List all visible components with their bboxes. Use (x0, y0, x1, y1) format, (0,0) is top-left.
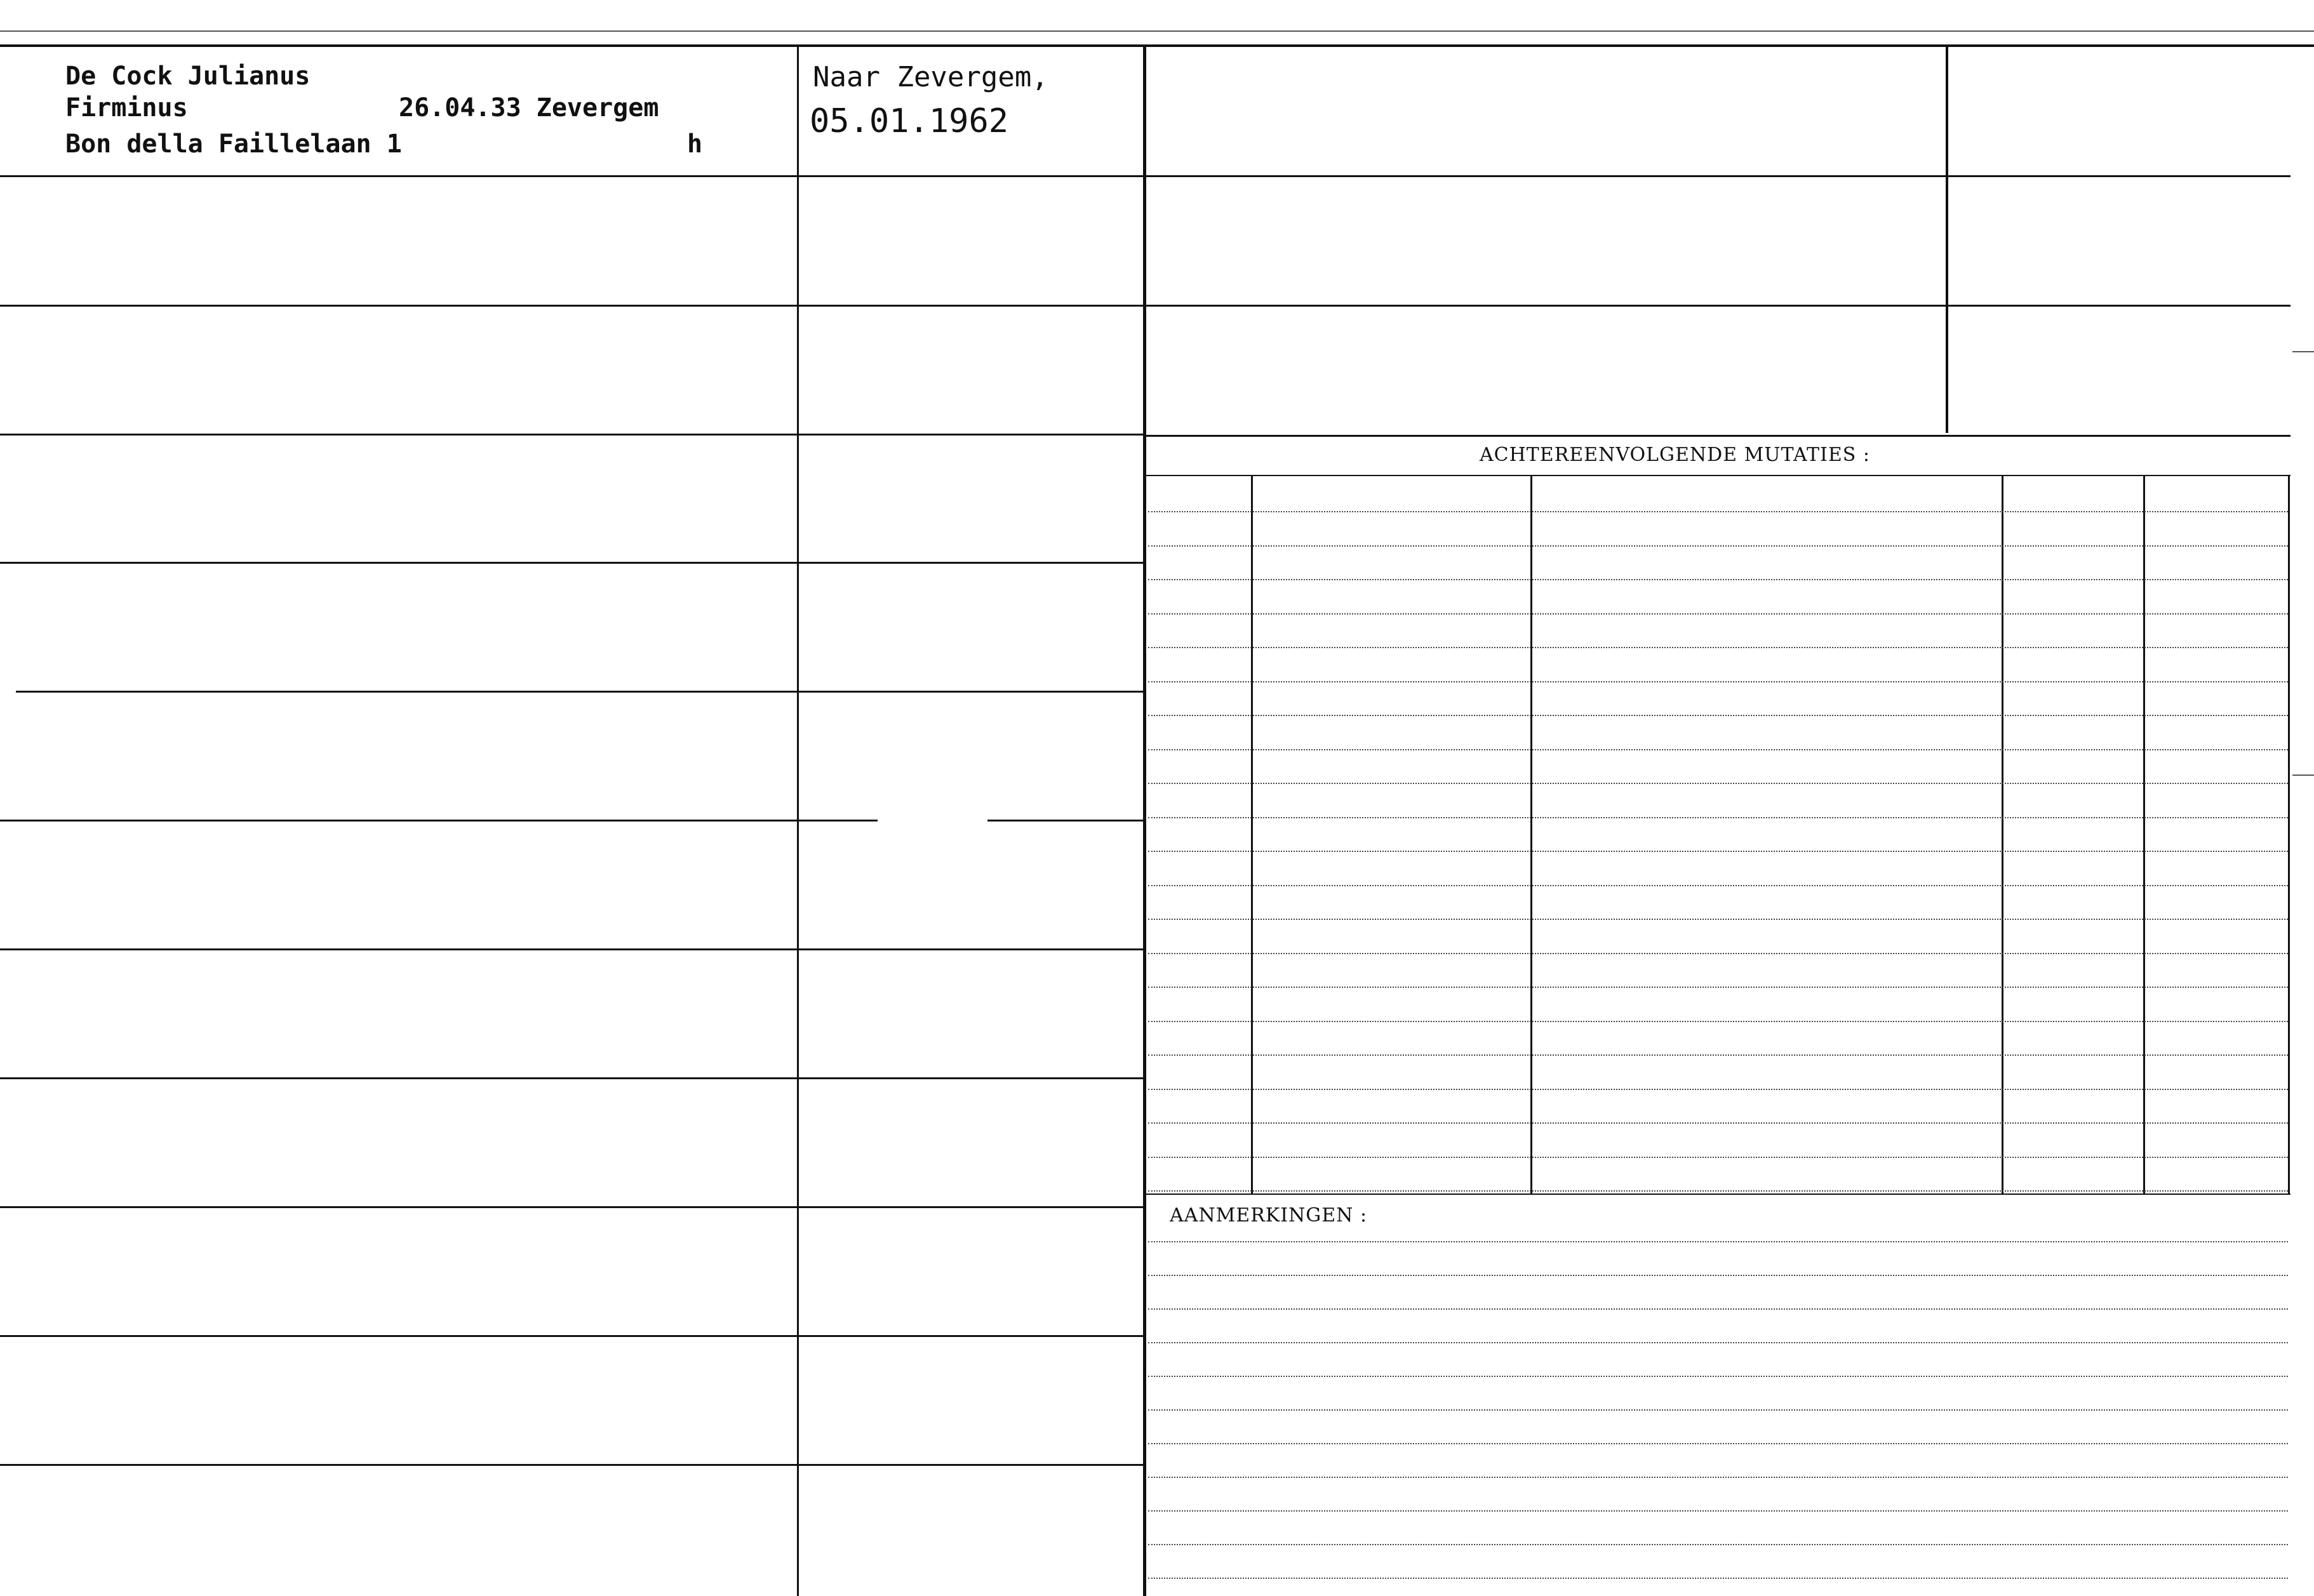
mutation-ruled-line (1148, 1122, 2288, 1124)
row-line (0, 1206, 1143, 1208)
row-line (0, 562, 1143, 564)
edge-tick (2292, 775, 2314, 776)
mutations-col-divider (2143, 476, 2145, 1194)
remark-ruled-line (1148, 1376, 2288, 1377)
right-block-line (1146, 305, 2291, 307)
row-line (0, 434, 1143, 436)
row-line (0, 1077, 1143, 1079)
row-line (0, 1335, 1143, 1337)
person-name: De Cock Julianus (65, 62, 311, 91)
departure-date: 05.01.1962 (810, 102, 1009, 140)
person-given-name: Firminus (65, 93, 188, 123)
row-line-fragment (801, 820, 878, 821)
mutations-col-divider (1530, 476, 1532, 1194)
top-border (0, 44, 2314, 47)
row-line (0, 1464, 1143, 1466)
mutations-col-divider (1251, 476, 1253, 1194)
mutations-bottom-line (1146, 1194, 2291, 1195)
mutations-col-divider (2002, 476, 2003, 1194)
mutation-ruled-line (1148, 681, 2288, 682)
row-line (0, 305, 1143, 307)
mutation-ruled-line (1148, 851, 2288, 852)
mutation-ruled-line (1148, 647, 2288, 648)
mutation-ruled-line (1148, 749, 2288, 750)
mutation-ruled-line (1148, 1054, 2288, 1056)
mutation-ruled-line (1148, 885, 2288, 886)
mutation-ruled-line (1148, 511, 2288, 512)
mutation-ruled-line (1148, 579, 2288, 580)
mutation-ruled-line (1148, 1157, 2288, 1158)
mutations-header-line (1146, 475, 2291, 476)
mutation-ruled-line (1148, 545, 2288, 547)
divider-middle (1143, 44, 1146, 1596)
mutation-ruled-line (1148, 1089, 2288, 1090)
remark-ruled-line (1148, 1578, 2288, 1579)
remark-ruled-line (1148, 1342, 2288, 1343)
remark-ruled-line (1148, 1409, 2288, 1411)
remark-ruled-line (1148, 1443, 2288, 1444)
row-line (16, 691, 1143, 693)
remark-ruled-line (1148, 1544, 2288, 1545)
row-line (0, 175, 1143, 177)
remark-ruled-line (1148, 1275, 2288, 1276)
remarks-heading: AANMERKINGEN : (1170, 1204, 1368, 1227)
mutation-ruled-line (1148, 919, 2288, 920)
top-border-thin (0, 30, 2314, 32)
mutation-ruled-line (1148, 613, 2288, 615)
edge-tick (2292, 351, 2314, 352)
mutation-ruled-line (1148, 987, 2288, 988)
departure-destination: Naar Zevergem, (813, 61, 1048, 93)
mutation-ruled-line (1148, 1190, 2288, 1192)
row-line-fragment (987, 820, 1143, 821)
mutation-ruled-line (1148, 817, 2288, 818)
person-address: Bon della Faillelaan 1 (65, 130, 402, 159)
birth-date-place: 26.04.33 Zevergem (399, 93, 659, 123)
remark-ruled-line (1148, 1477, 2288, 1478)
divider-right-top (1946, 44, 1948, 433)
row-line (0, 820, 876, 821)
right-block-line (1146, 175, 2291, 177)
mutation-ruled-line (1148, 783, 2288, 784)
mutations-col-divider (2288, 476, 2290, 1194)
mutation-ruled-line (1148, 953, 2288, 954)
remark-ruled-line (1148, 1308, 2288, 1310)
remark-ruled-line (1148, 1510, 2288, 1512)
address-suffix: h (687, 130, 703, 159)
mutations-heading: ACHTEREENVOLGENDE MUTATIES : (1480, 444, 1870, 466)
row-line (0, 948, 1143, 950)
right-block-line (1146, 435, 2291, 437)
remark-ruled-line (1148, 1241, 2288, 1242)
mutation-ruled-line (1148, 1021, 2288, 1022)
mutation-ruled-line (1148, 715, 2288, 716)
